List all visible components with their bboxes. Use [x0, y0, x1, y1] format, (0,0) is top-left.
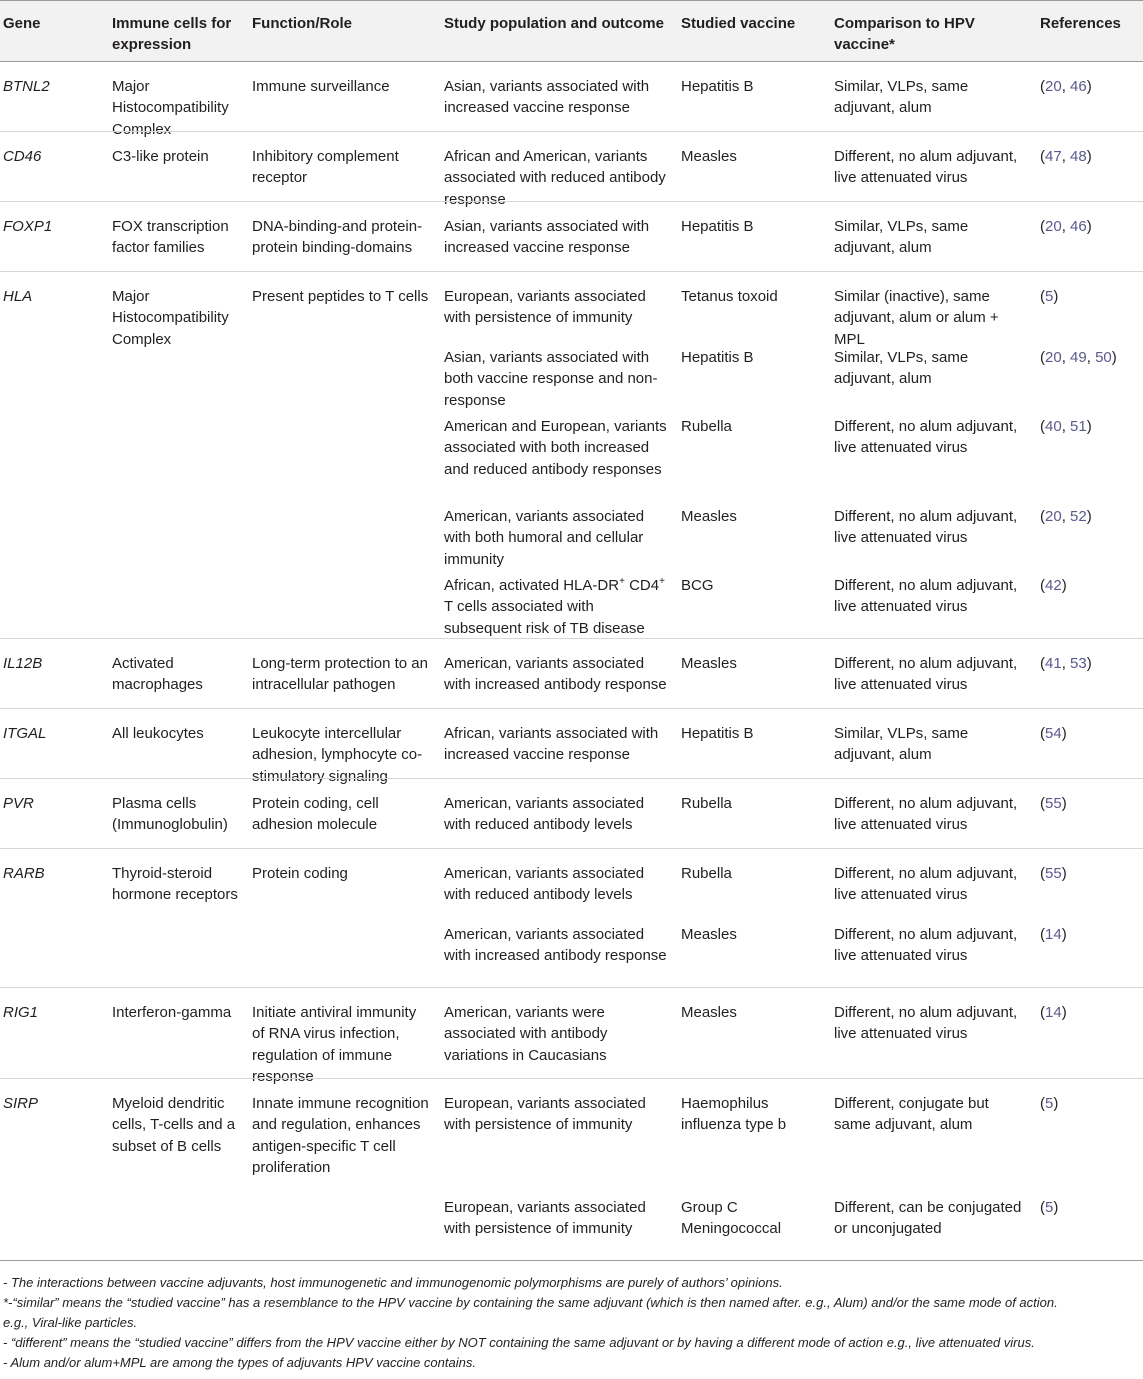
comparison-cell: Similar, VLPs, same adjuvant, alum [834, 725, 969, 764]
reference-link[interactable]: 55 [1045, 865, 1062, 882]
reference-punctuation: ) [1086, 655, 1092, 672]
table-row [0, 201, 1143, 271]
reference-link[interactable]: 42 [1045, 577, 1062, 594]
reference-link[interactable]: 47 [1045, 148, 1062, 165]
references-cell [1040, 793, 1140, 814]
references-cell [1040, 216, 1140, 237]
table-row [0, 131, 1143, 208]
reference-punctuation: ( [1040, 1199, 1045, 1216]
reference-punctuation: ( [1040, 725, 1045, 742]
studied-vaccine-cell: Haemophilus influenza type b [681, 1095, 787, 1134]
table-row [0, 410, 1143, 500]
comparison-cell: Similar, VLPs, same adjuvant, alum [834, 78, 969, 117]
gene-cell: FOXP1 [3, 218, 53, 235]
reference-punctuation: ( [1040, 795, 1045, 812]
study-population-cell: Asian, variants associated with increased vaccine response [444, 78, 650, 117]
reference-punctuation: ) [1061, 1004, 1067, 1021]
studied-vaccine-cell: Measles [681, 508, 737, 525]
references-cell [1040, 924, 1140, 945]
reference-punctuation: ) [1086, 508, 1092, 525]
study-population-cell: American, variants associated with reduced antibody levels [444, 865, 645, 904]
references-cell [1040, 146, 1140, 167]
reference-punctuation: ) [1061, 926, 1067, 943]
reference-punctuation: , [1061, 349, 1071, 366]
reference-punctuation: ( [1040, 349, 1045, 366]
reference-punctuation: , [1061, 78, 1071, 95]
reference-link[interactable]: 46 [1070, 218, 1087, 235]
footnote: - The interactions between vaccine adjuvants, host immunogenetic and immunogenomic polymorphisms are purely of authors’ opinions. [3, 1275, 783, 1290]
reference-link[interactable]: 46 [1070, 78, 1087, 95]
function-role-cell: Initiate antiviral immunity of RNA virus infection, regulation of immune response [252, 1004, 417, 1086]
references-cell [1040, 416, 1140, 437]
footnote: *-“similar” means the “studied vaccine” has a resemblance to the HPV vaccine by containing the same adjuvant (which is then named after. e.g., Alum) and/or the same mode of action. [3, 1295, 1058, 1310]
references-cell [1040, 723, 1140, 744]
comparison-cell: Similar, VLPs, same adjuvant, alum [834, 349, 969, 388]
table-row [0, 987, 1143, 1086]
reference-link[interactable]: 20 [1045, 349, 1062, 366]
references-cell [1040, 286, 1140, 307]
reference-link[interactable]: 14 [1045, 926, 1062, 943]
reference-punctuation: ) [1086, 148, 1092, 165]
function-role-cell: Present peptides to T cells [252, 288, 429, 305]
comparison-cell: Different, no alum adjuvant, live attenuated virus [834, 1004, 1018, 1043]
reference-punctuation: ) [1086, 78, 1092, 95]
studied-vaccine-cell: Hepatitis B [681, 78, 754, 95]
reference-link[interactable]: 51 [1070, 418, 1087, 435]
studied-vaccine-cell: Tetanus toxoid [681, 288, 778, 305]
immune-cells-cell: Activated macrophages [112, 655, 203, 694]
study-population-cell: European, variants associated with persistence of immunity [444, 1095, 646, 1134]
gene-cell: PVR [3, 795, 34, 812]
function-role-cell: Inhibitory complement receptor [252, 148, 399, 187]
comparison-cell: Different, conjugate but same adjuvant, alum [834, 1095, 989, 1134]
reference-link[interactable]: 50 [1095, 349, 1112, 366]
reference-link[interactable]: 20 [1045, 78, 1062, 95]
comparison-cell: Different, no alum adjuvant, live attenuated virus [834, 508, 1018, 547]
reference-link[interactable]: 41 [1045, 655, 1062, 672]
gene-cell: CD46 [3, 148, 42, 165]
gene-cell: RARB [3, 865, 45, 882]
function-role-cell: DNA-binding-and protein-protein binding-domains [252, 218, 423, 257]
function-role-cell: Immune surveillance [252, 78, 390, 95]
gene-cell: IL12B [3, 655, 43, 672]
references-cell [1040, 1002, 1140, 1023]
references-cell [1040, 76, 1140, 97]
reference-punctuation: , [1061, 508, 1071, 525]
reference-punctuation: , [1061, 148, 1071, 165]
reference-punctuation: ) [1053, 1095, 1059, 1112]
studied-vaccine-cell: Measles [681, 1004, 737, 1021]
reference-link[interactable]: 49 [1070, 349, 1087, 366]
immune-cells-cell: C3-like protein [112, 148, 209, 165]
studied-vaccine-cell: Hepatitis B [681, 349, 754, 366]
function-role-cell: Protein coding, cell adhesion molecule [252, 795, 379, 834]
function-role-cell: Innate immune recognition and regulation, enhances antigen-specific T cell proliferation [252, 1095, 429, 1177]
study-population-cell: American and European, variants associated with both increased and reduced antibody responses [444, 418, 667, 478]
immune-cells-cell: Plasma cells (Immunoglobulin) [112, 795, 228, 834]
reference-link[interactable]: 14 [1045, 1004, 1062, 1021]
function-role-cell: Protein coding [252, 865, 348, 882]
table-row [0, 1078, 1143, 1191]
studied-vaccine-cell: Rubella [681, 418, 732, 435]
study-population-cell: Asian, variants associated with both vaccine response and non-response [444, 349, 658, 409]
references-cell [1040, 653, 1140, 674]
header-function-role: Function/Role [252, 15, 352, 32]
immune-cells-cell: Major Histocompatibility Complex [112, 78, 229, 138]
gene-cell: SIRP [3, 1095, 39, 1112]
reference-link[interactable]: 54 [1045, 725, 1062, 742]
reference-link[interactable]: 20 [1045, 218, 1062, 235]
immune-cells-cell: All leukocytes [112, 725, 204, 742]
references-cell [1040, 347, 1140, 368]
studied-vaccine-cell: Measles [681, 655, 737, 672]
reference-punctuation: ( [1040, 1095, 1045, 1112]
table-row [0, 778, 1143, 848]
table-row [0, 341, 1143, 410]
reference-link[interactable]: 52 [1070, 508, 1087, 525]
reference-punctuation: ( [1040, 655, 1045, 672]
studied-vaccine-cell: Group C Meningococcal [681, 1199, 782, 1238]
header-study-population: Study population and outcome [444, 15, 664, 32]
comparison-cell: Different, no alum adjuvant, live attenuated virus [834, 148, 1018, 187]
table-body [0, 62, 1143, 1260]
study-population-cell: American, variants associated with reduced antibody levels [444, 795, 645, 834]
immune-cells-cell: Myeloid dendritic cells, T-cells and a subset of B cells [112, 1095, 236, 1155]
table-header [0, 0, 1143, 62]
comparison-cell: Different, no alum adjuvant, live attenuated virus [834, 926, 1018, 965]
table-row [0, 271, 1143, 348]
study-population-cell: American, variants associated with increased antibody response [444, 655, 667, 694]
header-studied-vaccine: Studied vaccine [681, 15, 796, 32]
immune-cells-cell: Thyroid-steroid hormone receptors [112, 865, 238, 904]
reference-punctuation: ( [1040, 865, 1045, 882]
studied-vaccine-cell: Measles [681, 148, 737, 165]
study-population-cell: American, variants were associated with antibody variations in Caucasians [444, 1004, 608, 1064]
reference-punctuation: ( [1040, 926, 1045, 943]
reference-punctuation: ( [1040, 1004, 1045, 1021]
table-row [0, 638, 1143, 708]
reference-punctuation: ) [1086, 418, 1092, 435]
study-population-cell: African and American, variants associated with reduced antibody response [444, 148, 666, 208]
table-row [0, 708, 1143, 785]
comparison-cell: Different, no alum adjuvant, live attenuated virus [834, 577, 1018, 616]
studied-vaccine-cell: Rubella [681, 865, 732, 882]
references-cell [1040, 506, 1140, 527]
references-cell [1040, 1197, 1140, 1218]
comparison-cell: Similar, VLPs, same adjuvant, alum [834, 218, 969, 257]
study-population-cell: American, variants associated with both humoral and cellular immunity [444, 508, 645, 568]
comparison-cell: Similar (inactive), same adjuvant, alum or alum + MPL [834, 288, 999, 348]
gene-cell: BTNL2 [3, 78, 50, 95]
studied-vaccine-cell: Rubella [681, 795, 732, 812]
studied-vaccine-cell: Hepatitis B [681, 725, 754, 742]
reference-punctuation: ) [1111, 349, 1117, 366]
reference-punctuation: ) [1086, 218, 1092, 235]
reference-link[interactable]: 53 [1070, 655, 1087, 672]
reference-punctuation: ) [1061, 725, 1067, 742]
table-row [0, 1191, 1143, 1260]
immune-cells-cell: Major Histocompatibility Complex [112, 288, 229, 348]
reference-punctuation: ) [1061, 795, 1067, 812]
reference-punctuation: , [1061, 218, 1071, 235]
reference-punctuation: ( [1040, 218, 1045, 235]
comparison-cell: Different, no alum adjuvant, live attenuated virus [834, 655, 1018, 694]
table-row [0, 62, 1143, 138]
footnote: e.g., Viral-like particles. [3, 1315, 138, 1330]
studied-vaccine-cell: BCG [681, 577, 714, 594]
immune-cells-cell: Interferon-gamma [112, 1004, 232, 1021]
reference-punctuation: ) [1061, 865, 1067, 882]
references-cell [1040, 575, 1140, 596]
reference-link[interactable]: 5 [1045, 1199, 1054, 1216]
reference-punctuation: ( [1040, 577, 1045, 594]
study-population-cell: African, variants associated with increased vaccine response [444, 725, 659, 764]
comparison-cell: Different, no alum adjuvant, live attenuated virus [834, 865, 1018, 904]
header-comparison: Comparison to HPV vaccine* [834, 15, 975, 53]
footnote: - “different” means the “studied vaccine” differs from the HPV vaccine either by NOT containing the same adjuvant or by having a different mode of action e.g., live attenuated virus. [3, 1335, 1035, 1350]
studied-vaccine-cell: Hepatitis B [681, 218, 754, 235]
header-gene: Gene [3, 15, 41, 32]
reference-link[interactable]: 48 [1070, 148, 1087, 165]
header-references: References [1040, 15, 1121, 32]
reference-punctuation: , [1061, 655, 1071, 672]
table-row [0, 569, 1143, 638]
table-footnotes [0, 1261, 1143, 1373]
table-row [0, 848, 1143, 918]
references-cell [1040, 863, 1140, 884]
reference-link[interactable]: 5 [1045, 288, 1054, 305]
table-row [0, 500, 1143, 569]
studied-vaccine-cell: Measles [681, 926, 737, 943]
header-immune-cells: Immune cells for expression [112, 15, 232, 53]
gene-cell: HLA [3, 288, 33, 305]
study-population-cell: American, variants associated with increased antibody response [444, 926, 667, 965]
reference-punctuation: ( [1040, 418, 1045, 435]
reference-punctuation: ( [1040, 78, 1045, 95]
reference-link[interactable]: 40 [1045, 418, 1062, 435]
reference-punctuation: ( [1040, 148, 1045, 165]
reference-punctuation: , [1061, 418, 1071, 435]
study-population-cell: European, variants associated with persistence of immunity [444, 288, 646, 327]
study-population-cell: European, variants associated with persistence of immunity [444, 1199, 646, 1238]
reference-punctuation: ) [1061, 577, 1067, 594]
gene-cell: ITGAL [3, 725, 47, 742]
reference-punctuation: , [1086, 349, 1096, 366]
function-role-cell: Leukocyte intercellular adhesion, lymphocyte co-stimulatory signaling [252, 725, 423, 785]
reference-punctuation: ( [1040, 288, 1045, 305]
function-role-cell: Long-term protection to an intracellular pathogen [252, 655, 428, 694]
reference-link[interactable]: 20 [1045, 508, 1062, 525]
reference-link[interactable]: 55 [1045, 795, 1062, 812]
comparison-cell: Different, no alum adjuvant, live attenuated virus [834, 795, 1018, 834]
immune-cells-cell: FOX transcription factor families [112, 218, 229, 257]
footnote: - Alum and/or alum+MPL are among the types of adjuvants HPV vaccine contains. [3, 1355, 476, 1370]
study-population-cell: African, activated HLA-DR+ CD4+ T cells associated with subsequent risk of TB disease [444, 576, 665, 637]
reference-punctuation: ( [1040, 508, 1045, 525]
reference-punctuation: ) [1053, 1199, 1059, 1216]
comparison-cell: Different, no alum adjuvant, live attenuated virus [834, 418, 1018, 457]
reference-link[interactable]: 5 [1045, 1095, 1054, 1112]
gene-cell: RIG1 [3, 1004, 39, 1021]
study-population-cell: Asian, variants associated with increased vaccine response [444, 218, 650, 257]
reference-punctuation: ) [1053, 288, 1059, 305]
table-row [0, 918, 1143, 987]
comparison-cell: Different, can be conjugated or unconjugated [834, 1199, 1022, 1238]
references-cell [1040, 1093, 1140, 1114]
